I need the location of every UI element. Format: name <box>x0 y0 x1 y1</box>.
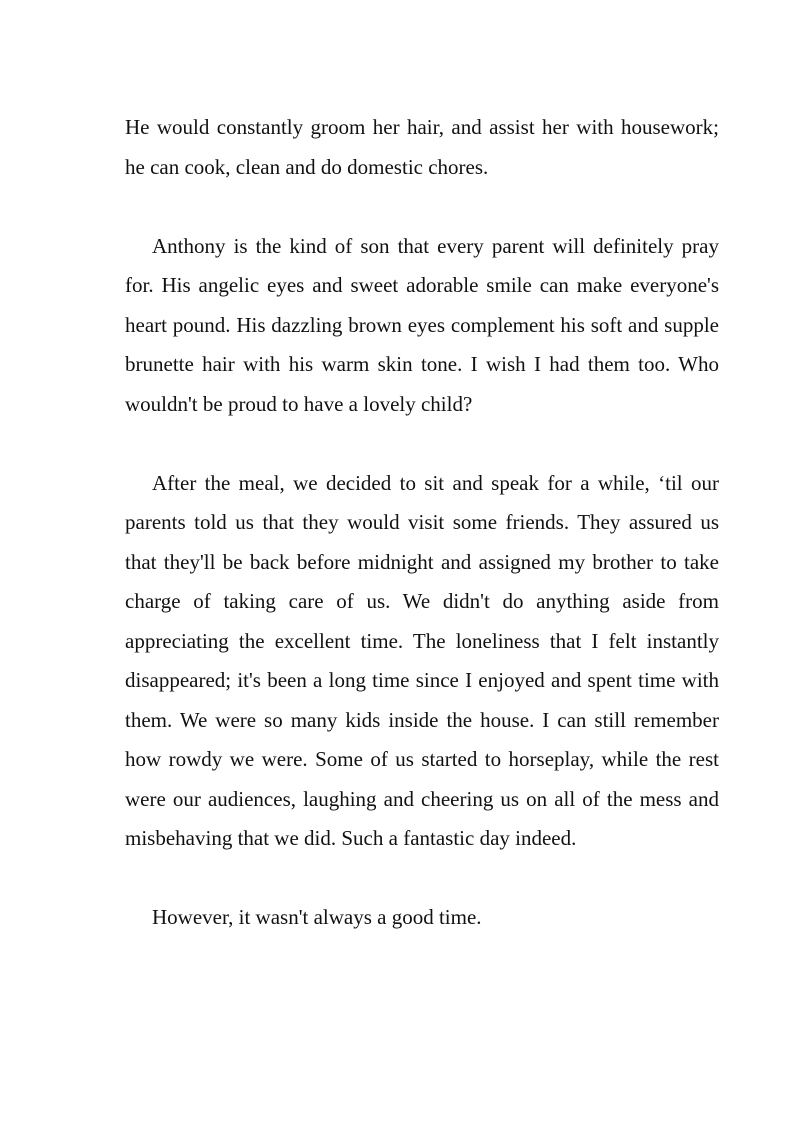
document-page <box>125 108 719 977</box>
paragraph-1: He would constantly groom her hair, and assist her with housework; he can cook, clean and do domestic chores. <box>125 115 719 179</box>
paragraph-2: Anthony is the kind of son that every parent will definitely pray for. His angelic eyes and sweet adorable smile can make everyone's heart pound. His dazzling brown eyes complement his soft and supple brunette hair with his warm skin tone. I wish I had them too. Who wouldn't be proud to have a lovely child? <box>125 233 719 416</box>
paragraph-3: After the meal, we decided to sit and speak for a while, ‘til our parents told us that they would visit some friends. They assured us that they'll be back before midnight and assigned my brother to take charge of taking care of us. We didn't do anything aside from appreciating the excellent time. The loneliness that I felt instantly disappeared; it's been a long time since I enjoyed and spent time with them. We were so many kids inside the house. I can still remember how rowdy we were. Some of us started to horseplay, while the rest were our audiences, laughing and cheering us on all of the mess and misbehaving that we did. Such a fantastic day indeed. <box>125 470 719 850</box>
paragraph-4: However, it wasn't always a good time. <box>152 905 482 929</box>
